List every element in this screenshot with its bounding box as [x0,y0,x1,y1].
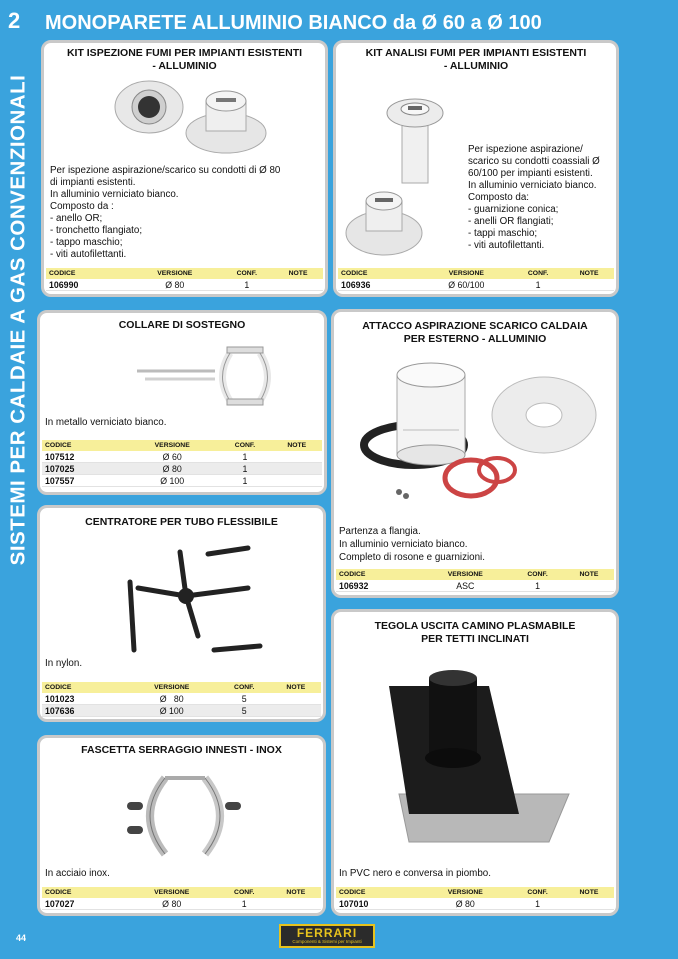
header-conf: CONF. [234,442,256,449]
cell-conf: 1 [242,451,248,462]
card-tegola [331,609,619,916]
header-conf: CONF. [527,889,548,896]
cell-code: 107025 [45,463,75,474]
cell-version: ASC [456,580,475,591]
card-title-line: PER TETTI INCLINATI [421,633,529,645]
cell-code: 106990 [49,279,79,290]
header-note: NOTE [286,889,306,896]
product-table [336,569,614,592]
header-note: NOTE [579,571,599,578]
cell-code: 106932 [339,580,369,591]
table-row [338,279,614,291]
page-title: MONOPARETE ALLUMINIO BIANCO da Ø 60 a Ø 100 [45,12,542,34]
cell-conf: 1 [242,463,248,474]
cell-version: Ø 80 [162,898,182,909]
ferrari-logo [279,924,375,948]
header-version: VERSIONE [154,889,190,896]
logo-name: FERRARI [296,926,358,940]
header-version: VERSIONE [154,684,190,691]
card-title [336,47,616,73]
description [45,658,82,670]
description-line: In PVC nero e conversa in piombo. [339,868,491,879]
description [339,525,485,564]
table-row [42,705,321,717]
card-title [334,320,616,346]
card-title [44,47,325,73]
card-title [40,319,324,332]
description-line: In alluminio verniciato bianco. [468,180,597,191]
product-image-centratore [110,538,280,658]
header-note: NOTE [286,684,306,691]
header-code: CODICE [341,270,368,277]
cell-conf: 1 [242,475,248,486]
header-conf: CONF. [527,571,548,578]
table-row [336,580,614,592]
table-header [336,887,614,898]
logo-subtitle: Componenti & Sistemi per Impianti [292,939,362,944]
description-line: Completo di rosone e guarnizioni. [339,552,485,563]
card-title [40,516,323,529]
description-line: - viti autofilettanti. [50,249,127,260]
logo-box [279,924,375,948]
cell-code: 107636 [45,705,75,716]
table-row [42,693,321,705]
side-title [1,40,35,600]
description-line: - viti autofilettanti. [468,240,545,251]
cell-conf: 1 [244,279,250,290]
cell-version: Ø 100 [160,475,185,486]
cell-version: Ø 60 [162,451,182,462]
description-line: - tappi maschio; [468,228,538,239]
header-version: VERSIONE [447,889,483,896]
description-line: di impianti esistenti. [50,177,136,188]
card-kit-analisi [333,40,619,297]
description-line: In alluminio verniciato bianco. [50,189,179,200]
card-kit-ispezione [41,40,328,297]
description-line: - tappo maschio; [50,237,123,248]
header-code: CODICE [45,442,72,449]
description [339,868,491,880]
card-centratore [37,505,326,722]
card-title-line: CENTRATORE PER TUBO FLESSIBILE [85,516,278,528]
description [45,417,166,429]
product-image-kit-ispezione [104,71,274,161]
description [468,144,600,252]
header-note: NOTE [287,442,307,449]
header-version: VERSIONE [154,442,190,449]
table-header [42,682,321,693]
header-code: CODICE [45,684,72,691]
header-code: CODICE [339,889,366,896]
table-row [46,279,323,291]
product-table [46,268,323,291]
header-note: NOTE [288,270,308,277]
cell-version: Ø 80 [162,463,182,474]
description-line: In acciaio inox. [45,868,110,879]
header-conf: CONF. [234,684,255,691]
header-version: VERSIONE [447,571,483,578]
table-row [336,898,614,910]
description-line: scarico su condotti coassiali Ø [468,156,600,167]
cell-conf: 5 [241,693,247,704]
cell-version: Ø 80 [159,693,184,704]
description-line: In alluminio verniciato bianco. [339,539,468,550]
product-table [42,440,322,487]
cell-code: 107512 [45,451,75,462]
card-title-line: PER ESTERNO - ALLUMINIO [403,333,547,345]
table-row [42,463,322,475]
table-header [46,268,323,279]
product-image-fascetta [125,766,255,866]
cell-code: 107010 [339,898,369,909]
cell-conf: 1 [535,279,541,290]
header-note: NOTE [579,270,599,277]
card-attacco [331,309,619,598]
cell-conf: 1 [535,580,540,591]
description [50,165,280,261]
card-title-line: COLLARE DI SOSTEGNO [118,319,246,331]
card-title-line: - ALLUMINIO [443,60,509,72]
table-row [42,898,321,910]
cell-conf: 1 [241,898,247,909]
section-number: 2 [8,8,21,33]
product-image-collare [135,341,285,413]
product-image-kit-analisi [344,83,469,263]
card-title-line: FASCETTA SERRAGGIO INNESTI - INOX [81,744,282,756]
product-table [42,887,321,910]
cell-code: 107557 [45,475,75,486]
table-row [42,451,322,463]
product-table [336,887,614,910]
card-title-line: - ALLUMINIO [152,60,217,72]
card-title-line: ATTACCO ASPIRAZIONE SCARICO CALDAIA [362,320,588,332]
cell-code: 101023 [45,693,75,704]
table-header [336,569,614,580]
description-line: Composto da : [50,201,114,212]
card-title-line: KIT ANALISI FUMI PER IMPIANTI ESISTENTI [365,47,587,59]
header-conf: CONF. [236,270,257,277]
header-code: CODICE [49,270,76,277]
header-version: VERSIONE [157,270,193,277]
card-title [40,744,323,757]
description-line: In metallo verniciato bianco. [45,417,167,428]
description-line: In nylon. [45,658,83,669]
header-code: CODICE [339,571,366,578]
description-line: Composto da: [468,192,529,203]
table-header [42,440,322,451]
cell-version: Ø 80 [165,279,185,290]
description-line: - guarnizione conica; [468,204,559,215]
description-line: Partenza a flangia. [339,526,421,537]
header-conf: CONF. [234,889,255,896]
card-title-line: TEGOLA USCITA CAMINO PLASMABILE [374,620,576,632]
description-line: Per ispezione aspirazione/scarico su condotti di Ø 80 [50,165,281,176]
side-title-text: SISTEMI PER CALDAIE A GAS CONVENZIONALI [6,74,29,566]
cell-version: Ø 100 [159,705,184,716]
description-line: Per ispezione aspirazione/ [468,144,583,155]
table-row [42,475,322,487]
description-line: - anello OR; [50,213,103,224]
header-conf: CONF. [527,270,549,277]
cell-code: 106936 [341,279,371,290]
cell-conf: 5 [241,705,247,716]
table-header [42,887,321,898]
description-line: 60/100 per impianti esistenti. [468,168,593,179]
card-title-line: KIT ISPEZIONE FUMI PER IMPIANTI ESISTENTI [66,47,303,59]
card-title [334,620,616,646]
card-collare [37,310,327,495]
header-note: NOTE [579,889,599,896]
cell-conf: 1 [535,898,540,909]
header-version: VERSIONE [448,270,484,277]
description [45,868,110,880]
product-table [42,682,321,717]
description-line: - anelli OR flangiati; [468,216,554,227]
table-header [338,268,614,279]
cell-version: Ø 80 [455,898,475,909]
cell-version: Ø 60/100 [448,279,485,290]
header-code: CODICE [45,889,72,896]
product-table [338,268,614,291]
cell-code: 107027 [45,898,75,909]
page-number: 44 [16,933,27,943]
product-image-attacco [359,360,599,510]
product-image-tegola [379,664,579,844]
card-fascetta [37,735,326,916]
description-line: - tronchetto flangiato; [50,225,143,236]
